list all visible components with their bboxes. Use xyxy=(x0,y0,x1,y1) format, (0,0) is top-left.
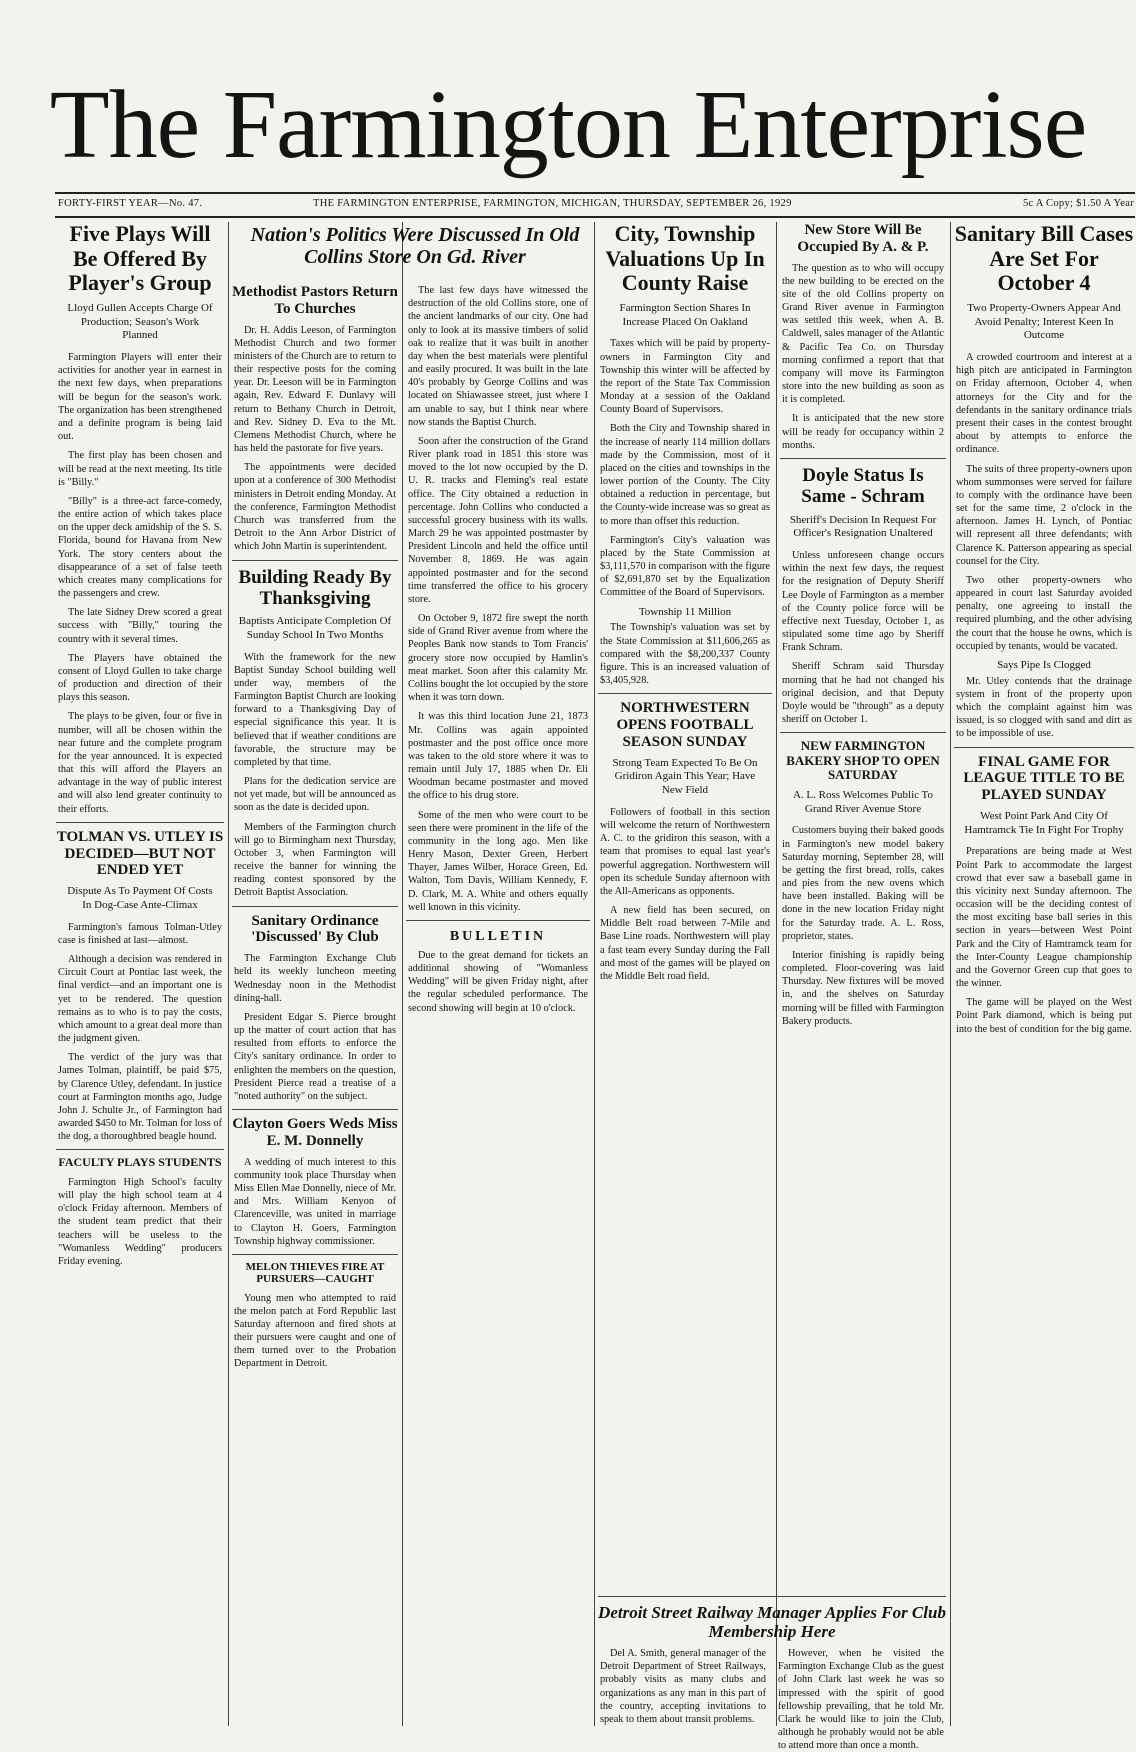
divider xyxy=(232,1254,398,1255)
masthead-rule-bottom xyxy=(55,216,1135,218)
paragraph: President Edgar S. Pierce brought up the matter of court action that has resulted from efforts to enforce the City's sanitary ordinance. In order to enlighten the members on the question, President Pierce read a treatise of a "noted authority" on the subject. xyxy=(234,1011,396,1102)
folio-price: 5c A Copy; $1.50 A Year xyxy=(1022,198,1134,209)
paragraph: Customers buying their baked goods in Farmington's new model bakery Saturday morning, September 28, will be getting the first bread, rolls, cakes and pies from the new ovens which have been installed. Baking will be done in the new location Friday night for the Saturday trade. A. L. Ross, proprietor, states. xyxy=(782,825,944,942)
paragraph: Farmington High School's faculty will play the high school team at 4 o'clock Friday afternoon. Members of the student team predict that their teachers will be useless to the "Womanless Wedding" producers Friday evening. xyxy=(58,1176,222,1267)
headline: Doyle Status Is Same - Schram xyxy=(801,465,925,508)
headline: TOLMAN VS. UTLEY IS DECIDED—BUT NOT ENDED YET xyxy=(56,828,224,879)
article-tolman-utley xyxy=(56,829,224,1144)
column-2 xyxy=(232,284,398,1726)
column-1 xyxy=(56,222,224,1726)
railway-body xyxy=(598,1647,946,1752)
article-plays xyxy=(56,222,224,816)
divider xyxy=(56,822,224,823)
article-new-store xyxy=(780,222,946,452)
paragraph: Some of the men who were court to be seen there were prominent in the life of the community in the long ago. Men like Henry Mason, Dexter Green, Herbert Thayer, James Wilber, Horace Green, Ed. Walton, Tom Davis, William Kennedy, F. D. Clark, M. A. White and others equally well known in this vicinity. xyxy=(408,809,588,913)
paragraph: Members of the Farmington church will go to Birmingham next Thursday, October 3, when Farmington will receive the banner for winning the reading contest sponsored by the Detroit Baptist Association. xyxy=(234,821,396,899)
subhead: Says Pipe Is Clogged xyxy=(997,658,1091,671)
paragraph: The suits of three property-owners upon whom summonses were served for failure to comply with the ordinance have been set for the same time, 2 o'clock in the afternoon. James H. Lynch, of Pontiac will represent all three defendants; with Clarence K. Patterson appearing as special counsel for the City. xyxy=(956,463,1132,567)
column-5 xyxy=(780,222,946,1592)
masthead-rule-top xyxy=(55,192,1135,194)
headline: BULLETIN xyxy=(449,928,547,944)
article-bakery xyxy=(780,739,946,1028)
divider xyxy=(56,1149,224,1150)
paragraph: The game will be played on the West Point Park diamond, which is being put into the best of condition for the big game. xyxy=(956,997,1132,1035)
paragraph: However, when he visited the Farmington Exchange Club as the guest of John Clark last week he was so impressed with the spirit of good fellowship prevailing, that he told Mr. Clark he would like to join the Club, although he probably would not be able to attend more than once a month. xyxy=(778,1648,944,1752)
column-rule xyxy=(402,222,403,1726)
paragraph: Soon after the construction of the Grand River plank road in 1851 this store was moved to the lot now occupied by the D. U. R. tracks and Fleming's real estate office. The City obtained a reduction in percentage. John Collins who conducted a successful grocery business with its walls. March 29 he was appointed postmaster by President Lincoln and held the office until November 8, 1869. He was again appointed postmaster and for the second time transferred the office to his grocery store. xyxy=(408,435,588,605)
article-bulletin xyxy=(406,929,590,1015)
divider xyxy=(598,1596,946,1597)
masthead-title: The Farmington Enterprise xyxy=(49,71,1087,179)
paragraph: "Billy" is a three-act farce-comedy, the entire action of which takes place on the upper deck amidship of the S. S. Florida, bound for Havana from New York. The story centers about the disappearance of a set of false teeth which creates many complications for the passengers and crew. xyxy=(58,495,222,600)
paragraph: Unless unforeseen change occurs within the next few days, the request for the resignation of Deputy Sheriff Lee Doyle of Farmington as a member of the County police force will be effective next Tuesday, October 1, as stipulated some time ago by Sheriff Frank Schram. xyxy=(782,550,944,654)
paragraph: Although a decision was rendered in Circuit Court at Pontiac last week, the final verdict—and an important one is yet to be rendered. The question remains as to who is to pay the costs, which amount to a great deal more than the judgment given. xyxy=(58,954,222,1045)
headline: City, Township Valuations Up In County Raise xyxy=(605,221,765,296)
column-4 xyxy=(598,222,772,1592)
paragraph: The Township's valuation was set by the State Commission at $11,606,265 as compared with the $8,200,337 County figure. This is an increased valuation of $3,405,928. xyxy=(600,622,770,687)
paragraph: Young men who attempted to raid the melon patch at Ford Republic last Saturday afternoon and fired shots at their pursuers were caught and one of them turned over to the Probation Department in Detroit. xyxy=(234,1292,396,1370)
article-building xyxy=(232,567,398,900)
paragraph: Preparations are being made at West Point Park to accommodate the largest crowd that ever saw a baseball game in this vicinity next Sunday afternoon. The occasion will be the deciding contest of the most exciting base ball series in this section in years—between West Point Park and the City of Hamtramck team for the Inter-County League championship and the Governor Green cup that goes to the winner. xyxy=(956,846,1132,990)
paragraph: The appointments were decided upon at a conference of 300 Methodist ministers in Detroit ending Monday. At the conference, Farmington Methodist Church was transferred from the Detroit to the Ann Arbor District of which John Martin is superintendent. xyxy=(234,462,396,553)
deck: Dispute As To Payment Of Costs In Dog-Case Ante-Climax xyxy=(67,885,213,911)
divider xyxy=(232,560,398,561)
politics-span xyxy=(232,222,598,280)
divider xyxy=(780,458,946,459)
headline: Building Ready By Thanksgiving xyxy=(238,566,392,609)
paragraph: With the framework for the new Baptist Sunday School building well under way, members of the Farmington Baptist Church are looking forward to a Thanksgiving Day of especial significance this year. It is believed that if weather conditions are favorable, the structure may be completed by that time. xyxy=(234,651,396,768)
paragraph: On October 9, 1872 fire swept the north side of Grand River avenue from where the Peoples Bank now stands to Tom Francis' grocery store now occupied by Hamlin's meat market. Soon after this calamity Mr. Collins bought the lot occupied by the store when it was torn down. xyxy=(408,613,588,704)
deck: A. L. Ross Welcomes Public To Grand River Avenue Store xyxy=(792,788,934,815)
paragraph: The first play has been chosen and will be read at the next meeting. Its title is "Billy." xyxy=(58,450,222,488)
article-sanitary-ordinance xyxy=(232,913,398,1103)
divider xyxy=(598,693,772,694)
paragraph: A crowded courtroom and interest at a high pitch are anticipated in Farmington on Friday afternoon, October 4, when attorneys for the City and for the defendants in the sanitary ordinance trials present their cases in the contest brought about by attempts to enforce the ordinance. xyxy=(956,352,1132,456)
paragraph: Taxes which will be paid by property-owners in Farmington City and Township this winter will be affected by the report of the State Tax Commission Monday at a session of the Oakland County Board of Supervisors. xyxy=(600,338,770,416)
deck: Farmington Section Shares In Increase Placed On Oakland xyxy=(619,301,751,328)
column-6 xyxy=(954,222,1134,1726)
folio-volume: FORTY-FIRST YEAR—No. 47. xyxy=(58,198,203,209)
headline: Sanitary Ordinance 'Discussed' By Club xyxy=(251,912,379,946)
article-clayton-goers xyxy=(232,1116,398,1248)
paragraph: A new field has been secured, on Middle Belt road between 7-Mile and Base Line roads. Northwestern will play a fast team every Sunday during the Fall and most of the games will be played on the Middle Belt road field. xyxy=(600,905,770,982)
paragraph: Two other property-owners who appeared in court last Saturday avoided penalty, one agreeing to install the required plumbing, and the other advising the court that the house he owns, which is occupied by tenants, would be vacated. xyxy=(956,574,1132,652)
headline: New Store Will Be Occupied By A. & P. xyxy=(797,222,929,255)
headline: NORTHWESTERN OPENS FOOTBALL SEASON SUNDAY xyxy=(616,700,754,750)
divider xyxy=(780,732,946,733)
article-doyle xyxy=(780,465,946,726)
article-football xyxy=(598,700,772,983)
column-rule xyxy=(228,222,229,1726)
article-valuations xyxy=(598,222,772,687)
article-pastors xyxy=(232,284,398,554)
railway-span xyxy=(598,1596,946,1752)
column-rule xyxy=(594,222,595,1726)
paragraph: Farmington's City's valuation was placed by the State Commission at $3,111,570 in comparison with the figure of $2,691,870 set by the Equalization Committee of the Board of Supervisors. xyxy=(600,534,770,599)
paragraph: Mr. Utley contends that the drainage system in front of the property upon which the complaint against him was issued, is so clogged with sand and dirt as to be impossible of use. xyxy=(956,675,1132,740)
paragraph: The verdict of the jury was that James Tolman, plaintiff, be paid $75, by Clarence Utley, defendant. In justice court at Farmington months ago, Judge John J. Schulte Jr., of Farmington had awarded $450 to Mr. Tolman for loss of the dog, a thoroughbred beagle hound. xyxy=(58,1052,222,1143)
headline: FACULTY PLAYS STUDENTS xyxy=(58,1155,222,1170)
divider xyxy=(232,1109,398,1110)
divider xyxy=(406,920,590,921)
deck: Sheriff's Decision In Request For Officer's Resignation Unaltered xyxy=(789,513,937,540)
column-rule xyxy=(950,222,951,1726)
article-final-game xyxy=(954,754,1134,1036)
deck: Lloyd Gullen Accepts Charge Of Production; Season's Work Planned xyxy=(67,301,213,342)
deck: Two Property-Owners Appear And Avoid Penalty; Interest Keen In Outcome xyxy=(967,301,1121,342)
divider xyxy=(232,906,398,907)
column-3 xyxy=(406,284,590,1726)
folio-dateline: THE FARMINGTON ENTERPRISE, FARMINGTON, MICHIGAN, THURSDAY, SEPTEMBER 26, 1929 xyxy=(313,198,792,209)
paragraph: Due to the great demand for tickets an additional showing of "Womanless Wedding" will be given Friday night, after the regular scheduled performance. The second showing will begin at 10 o'clock. xyxy=(408,949,588,1014)
paragraph: Plans for the dedication service are not yet made, but will be announced as soon as the date is decided upon. xyxy=(234,776,396,814)
paragraph: The question as to who will occupy the new building to be erected on the site of the old Collins property on Grand River avenue in Farmington was settled this week, when A. B. Caldwell, sales manager of the Atlantic & Pacific Tea Co. on Thursday morning confirmed a report that that company will move its Farmington store into the new building as soon as it is completed. xyxy=(782,262,944,406)
article-sanitary-bill xyxy=(954,222,1134,741)
paragraph: Followers of football in this section will welcome the return of Northwestern A. C. to the gridiron this season, with a team that promises to equal last year's powerful aggregation. Northwestern will open its schedule Sunday afternoon with the All-Americans as opponents. xyxy=(600,806,770,897)
paragraph: The Farmington Exchange Club held its weekly luncheon meeting Wednesday noon in the Methodist dining-hall. xyxy=(234,953,396,1004)
folio-line xyxy=(58,198,1134,214)
paragraph: Interior finishing is rapidly being completed. Floor-covering was laid Thursday. New fixtures will be moved in, and the shelves on Saturday morning will be filled with Farmington Bakery products. xyxy=(782,949,944,1027)
deck: West Point Park And City Of Hamtramck Tie In Fight For Trophy xyxy=(964,809,1124,836)
paragraph: Farmington's famous Tolman-Utley case is finished at last—almost. xyxy=(58,921,222,946)
headline: Five Plays Will Be Offered By Player's Group xyxy=(68,221,212,296)
column-rule xyxy=(776,222,777,1726)
paragraph: Farmington Players will enter their activities for another year in earnest in the next few days, when preparations will be begun for the season's work. The organization has been strengthened and a definite program is being laid out. xyxy=(58,352,222,443)
headline: Detroit Street Railway Manager Applies For Club Membership Here xyxy=(598,1603,946,1642)
paragraph: It is anticipated that the new store will be ready for occupancy within 2 months. xyxy=(782,413,944,451)
paragraph: It was this third location June 21, 1873 Mr. Collins was again appointed postmaster and the post office once more was taken to the old store where it was to remain until July 17, 1885 when Dr. Eli Woodman became postmaster and moved the office to his drug store. xyxy=(408,711,588,802)
deck: Baptists Anticipate Completion Of Sunday School In Two Months xyxy=(238,615,392,641)
paragraph: The plays to be given, four or five in number, will all be chosen within the near future and the complete program for the year announced. It is expected that this will afford the Players an advantage in the way of public interest and will also lend greater continuity to their efforts. xyxy=(58,711,222,815)
paragraph: Dr. H. Addis Leeson, of Farmington Methodist Church and two former ministers of the Church are to return to their respective posts for the coming year. Dr. Leeson will be in Farmington again, Rev. Edward F. Dunlavy will return to Bethany Church in Detroit, and Rev. Sidney D. Eva to the Mt. Clemens Methodist Church, where he has held the pastorate for five years. xyxy=(234,324,396,455)
article-melon-thieves xyxy=(232,1261,398,1371)
headline: Nation's Politics Were Discussed In Old Collins Store On Gd. River xyxy=(250,224,580,269)
paragraph: Sheriff Schram said Thursday morning that he had not changed his original decision, and that Deputy Doyle would be "through" as a deputy sheriff on October 1. xyxy=(782,661,944,726)
paragraph: A wedding of much interest to this community took place Thursday when Miss Ellen Mae Donnelly, niece of Mr. and Mrs. William Kenyon of Clarenceville, was united in marriage to Clayton H. Goers, Farmington Township highway commissioner. xyxy=(234,1156,396,1247)
subhead: Township 11 Million xyxy=(638,605,732,618)
paragraph: The late Sidney Drew scored a great success with "Billy," touring the country with it several times. xyxy=(58,607,222,645)
paragraph: Both the City and Township shared in the increase of nearly 114 million dollars made by the Commission, most of it placed on the cities and townships in the lower portion of the County. The City obtained a reduction in percentage, but the County-wide increase was so great as to more than offset this reduction. xyxy=(600,423,770,527)
divider xyxy=(954,747,1134,748)
headline: Methodist Pastors Return To Churches xyxy=(232,284,398,317)
paragraph: The Players have obtained the consent of Lloyd Gullen to take charge of production and direction of their plays this season. xyxy=(58,652,222,704)
article-faculty xyxy=(56,1156,224,1268)
paragraph: The last few days have witnessed the destruction of the old Collins store, one of the ancient landmarks of our city. One had only to look at its massive timbers of solid oak to realize that it was built in another day when the best materials were plentiful and easily procured. It was built in the late 40's probably by George Collins and was located on Shiawassee street, just where I am unable to say, but I think near where now stands the Baptist Church. xyxy=(408,285,588,428)
headline: NEW FARMINGTON BAKERY SHOP TO OPEN SATURDAY xyxy=(786,738,940,783)
deck: Strong Team Expected To Be On Gridiron Again This Year; Have New Field xyxy=(612,756,758,797)
paragraph: Del A. Smith, general manager of the Detroit Department of Street Railways, probably visits as many clubs and organizations as any man in this part of the country, accepting invitations to speak to them about transit problems. xyxy=(600,1648,766,1725)
headline: FINAL GAME FOR LEAGUE TITLE TO BE PLAYED SUNDAY xyxy=(963,753,1125,804)
headline: MELON THIEVES FIRE AT PURSUERS—CAUGHT xyxy=(245,1260,385,1286)
headline: Sanitary Bill Cases Are Set For October 4 xyxy=(954,221,1134,296)
headline: Clayton Goers Weds Miss E. M. Donnelly xyxy=(232,1116,398,1149)
article-collins-store xyxy=(406,284,590,914)
